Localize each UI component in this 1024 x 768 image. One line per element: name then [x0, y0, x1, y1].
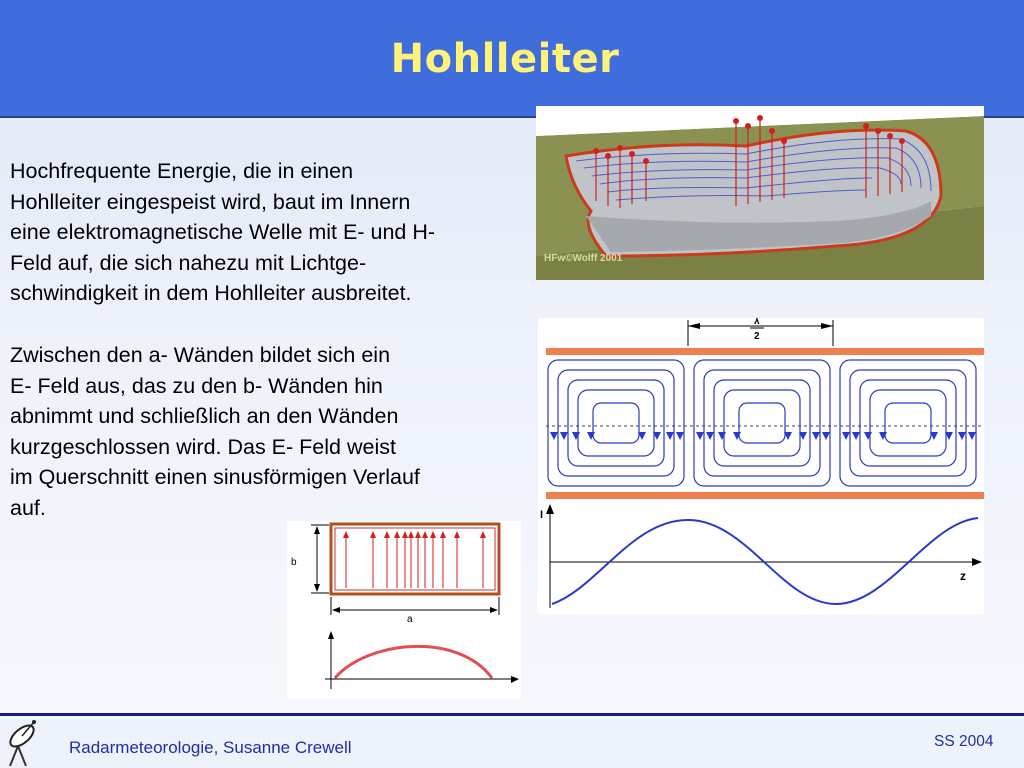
axis-y-label: I [540, 509, 544, 521]
footer-course: Radarmeteorologie, Susanne Crewell [69, 738, 352, 757]
cross-section-figure [287, 521, 521, 698]
footer-divider [0, 713, 1024, 716]
radar-dish-icon [4, 716, 42, 766]
label-a: a [407, 614, 413, 625]
slide-title: Hohlleiter [390, 36, 620, 82]
footer-semester: SS 2004 [934, 733, 994, 750]
paragraph-e-field: Zwischen den a- Wänden bildet sich ein E- Feld aus, das zu den b- Wänden hin abnimmt und schließlich an den Wänden kurzgeschlossen wird. Das E- Feld weist im Querschnitt einen sinusförmigen Verlauf auf. [10, 343, 420, 520]
lambda-label: λ [754, 318, 760, 327]
paragraph-intro: Hochfrequente Energie, die in einen Hohlleiter eingespeist wird, baut im Innern eine elektromagnetische Welle mit E- und H- Feld auf, die sich nahezu mit Lichtge- schwindigkeit in dem Hohlleiter ausbreitet. [10, 159, 436, 305]
label-b: b [291, 557, 297, 568]
field-pattern-figure [538, 318, 984, 614]
lambda-denominator: 2 [754, 331, 760, 342]
waveguide-3d-figure [536, 106, 984, 280]
axis-x-label: z [960, 569, 966, 583]
watermark: HFw©Wolff 2001 [544, 253, 623, 264]
